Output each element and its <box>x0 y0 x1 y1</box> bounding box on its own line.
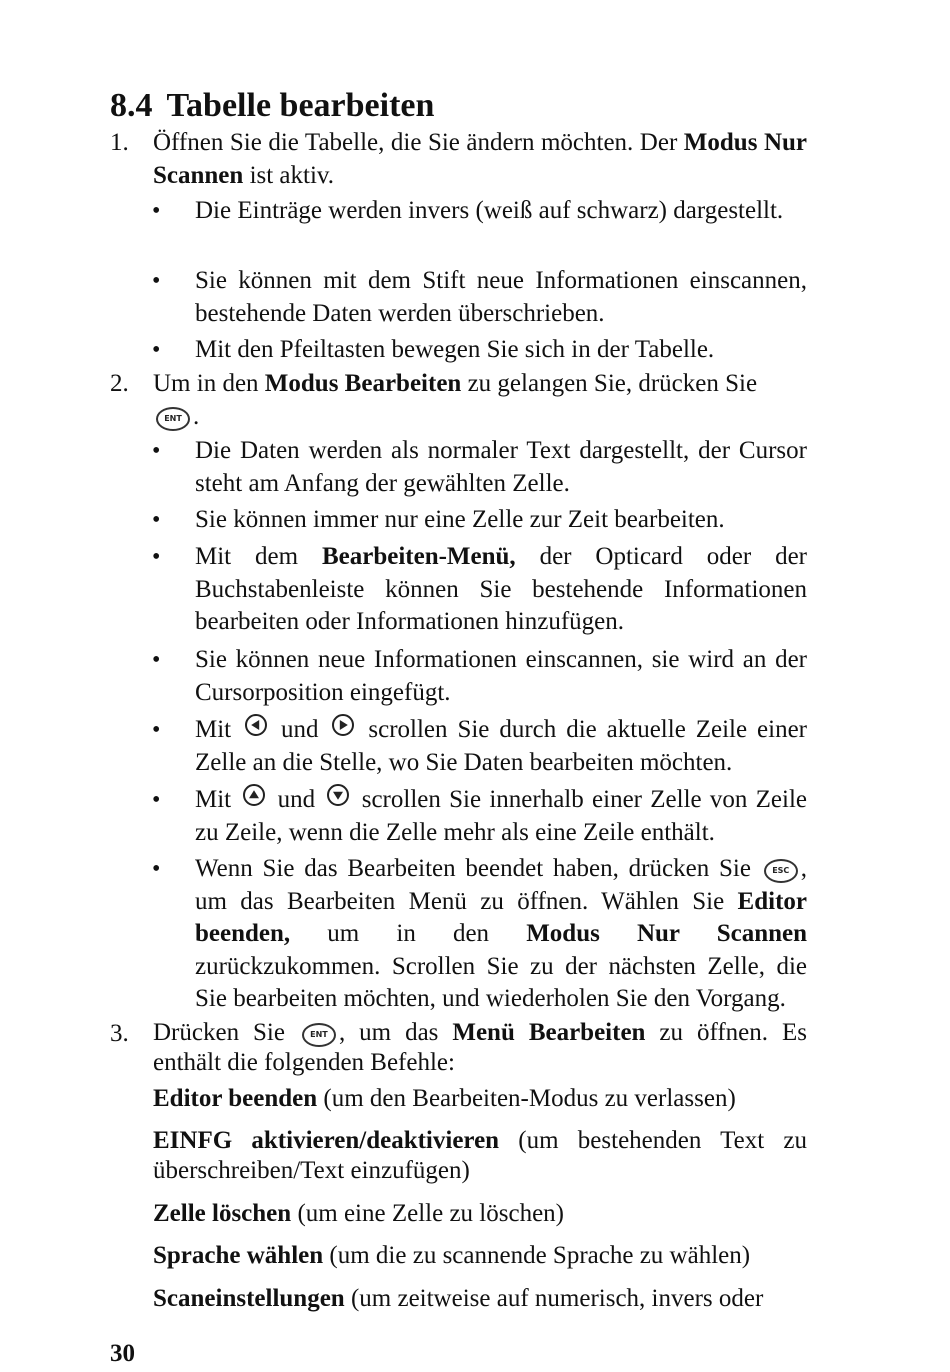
mode-name: Modus Nur Scannen <box>153 129 807 189</box>
step-2-bullet-1: Die Daten werden als normaler Text dargestellt, der Cursor steht am Anfang der gewählten Zelle. <box>195 437 807 497</box>
enter-key-icon: ENT <box>302 1023 336 1047</box>
down-arrow-key-icon <box>327 784 349 806</box>
bullet-dot: • <box>152 198 161 224</box>
step-2-bullet-7: Wenn Sie das Bearbeiten beendet haben, drücken Sie ESC , um das Bearbeiten Menü zu öffnen. Wählen Sie Editor beenden, um in den Modus Nur Scannen zurückzukommen. Scrollen Sie zu der nächsten Zelle, die Sie bearbeiten möchten, und wiederholen Sie den Vorgang. <box>195 855 807 1012</box>
enter-key-icon: ENT <box>156 407 190 431</box>
command-item: Editor beenden (um den Bearbeiten-Modus zu verlassen) <box>153 1085 736 1112</box>
step-number-2: 2. <box>110 370 129 397</box>
section-heading <box>110 84 434 128</box>
bullet-dot: • <box>152 544 161 570</box>
step-1-bullet-3: Mit den Pfeiltasten bewegen Sie sich in der Tabelle. <box>195 336 715 363</box>
left-arrow-key-icon <box>245 714 267 736</box>
right-arrow-key-icon <box>332 714 354 736</box>
step-2-bullet-6: Mit und scrollen Sie innerhalb einer Zelle von Zeile zu Zeile, wenn die Zelle mehr als eine Zeile enthält. <box>195 786 808 846</box>
up-arrow-key-icon <box>243 784 265 806</box>
escape-key-icon: ESC <box>764 859 798 883</box>
bullet-dot: • <box>152 268 161 294</box>
command-item: Sprache wählen (um die zu scannende Sprache zu wählen) <box>153 1242 751 1269</box>
command-name: Zelle löschen <box>153 1200 292 1227</box>
step-number-1: 1. <box>110 129 129 156</box>
command-name: Sprache wählen <box>153 1242 324 1269</box>
mode-name: Modus Nur Scannen <box>526 920 807 947</box>
bullet-dot: • <box>152 337 161 363</box>
step-1-bullet-1: Die Einträge werden invers (weiß auf schwarz) dargestellt. <box>195 197 784 224</box>
step-2-bullet-5: Mit und scrollen Sie durch die aktuelle Zeile einer Zelle an die Stelle, wo Sie Daten bearbeiten möchten. <box>195 716 807 776</box>
section-number: 8.4 <box>110 87 153 124</box>
menu-name: Menü Bearbeiten <box>452 1019 646 1046</box>
bullet-dot: • <box>152 507 161 533</box>
step-number-3: 3. <box>110 1020 129 1047</box>
bullet-dot: • <box>152 438 161 464</box>
command-item: EINFG aktivieren/deaktivieren (um bestehenden Text zu überschreiben/Text einzufügen) <box>153 1127 808 1184</box>
step-1-text: Öffnen Sie die Tabelle, die Sie ändern möchten. Der Modus Nur Scannen ist aktiv. <box>153 129 807 189</box>
command-item: Scaneinstellungen (um zeitweise auf numerisch, invers oder <box>153 1285 764 1312</box>
command-name: EINFG aktivieren/deaktivieren <box>153 1127 500 1154</box>
step-3-text: Drücken Sie ENT , um das Menü Bearbeiten zu öffnen. Es enthält die folgenden Befehle: <box>153 1019 807 1076</box>
bullet-dot: • <box>152 717 161 743</box>
command-name: Editor beenden, <box>195 887 807 947</box>
bullet-dot: • <box>152 647 161 673</box>
mode-name: Modus Bearbeiten <box>264 370 462 397</box>
menu-name: Bearbeiten-Menü, <box>321 543 516 570</box>
step-1-bullet-2: Sie können mit dem Stift neue Informationen einscannen, bestehende Daten werden überschrieben. <box>195 267 807 327</box>
step-2-bullet-3: Mit dem Bearbeiten-Menü, der Opticard oder der Buchstabenleiste können Sie bestehende Informationen bearbeiten oder Informationen hinzufügen. <box>195 543 807 635</box>
section-title: Tabelle bearbeiten <box>166 87 435 124</box>
page-number: 30 <box>110 1340 135 1367</box>
bullet-dot: • <box>152 787 161 813</box>
command-name: Editor beenden <box>153 1085 318 1112</box>
command-item: Zelle löschen (um eine Zelle zu löschen) <box>153 1200 564 1227</box>
bullet-dot: • <box>152 856 161 882</box>
command-name: Scaneinstellungen <box>153 1285 345 1312</box>
step-2-text: Um in den Modus Bearbeiten zu gelangen Sie, drücken Sie ENT . <box>153 370 758 430</box>
step-2-bullet-2: Sie können immer nur eine Zelle zur Zeit bearbeiten. <box>195 506 725 533</box>
step-2-bullet-4: Sie können neue Informationen einscannen, sie wird an der Cursorposition eingefügt. <box>195 646 807 706</box>
